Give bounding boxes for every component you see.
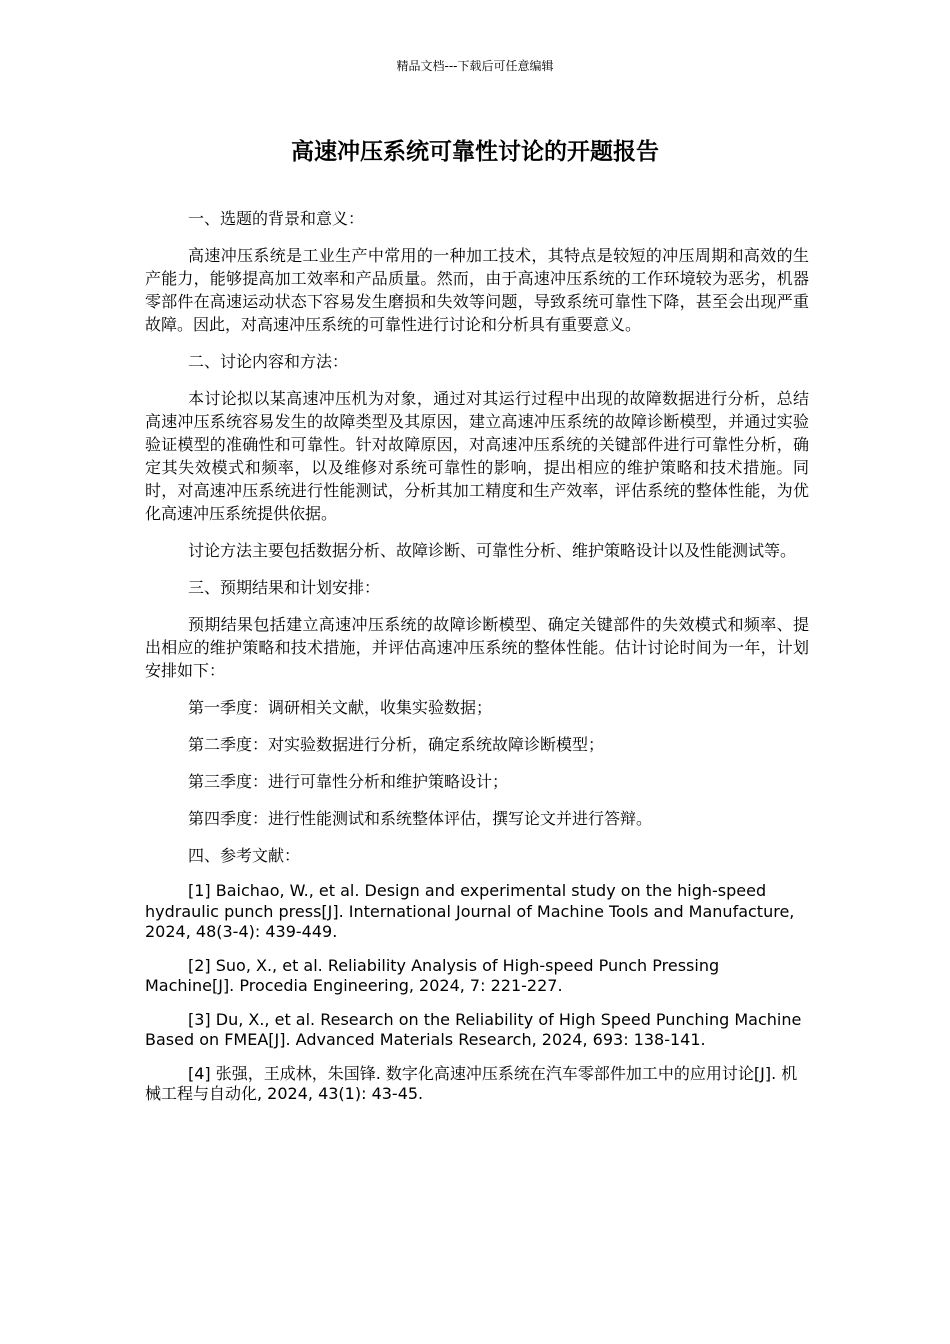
document-body bbox=[145, 207, 809, 1118]
plan-item-q4: 第四季度：进行性能测试和系统整体评估，撰写论文并进行答辩。 bbox=[188, 809, 653, 828]
section-3-heading: 三、预期结果和计划安排： bbox=[188, 578, 381, 597]
reference-4: [4] 张强，王成林，朱国锋. 数字化高速冲压系统在汽车零部件加工中的应用讨论[J]. 机械工程与自动化, 2024, 43(1): 43-45. bbox=[145, 1063, 798, 1103]
section-1-heading: 一、选题的背景和意义： bbox=[188, 209, 365, 228]
section-2-heading: 二、讨论内容和方法： bbox=[188, 352, 349, 371]
reference-1: [1] Baichao, W., et al. Design and experimental study on the high-speed hydraulic punch press[J]. International Journal of Machine Tools and Manufacture, 2024, 48(3-4): 439-449. bbox=[145, 881, 795, 941]
plan-item-q2: 第二季度：对实验数据进行分析，确定系统故障诊断模型； bbox=[188, 735, 605, 754]
reference-3: [3] Du, X., et al. Research on the Reliability of High Speed Punching Machine Based on FMEA[J]. Advanced Materials Research, 2024, 693: 138-141. bbox=[145, 1009, 802, 1049]
plan-item-q3: 第三季度：进行可靠性分析和维护策略设计； bbox=[188, 772, 509, 791]
section-4-heading: 四、参考文献： bbox=[188, 846, 301, 865]
reference-2: [2] Suo, X., et al. Reliability Analysis of High-speed Punch Pressing Machine[J]. Procedia Engineering, 2024, 7: 221-227. bbox=[145, 955, 720, 995]
section-3-paragraph: 预期结果包括建立高速冲压系统的故障诊断模型、确定关键部件的失效模式和频率、提出相应的维护策略和技术措施，并评估高速冲压系统的整体性能。估计讨论时间为一年，计划安排如下： bbox=[145, 615, 809, 680]
section-2-paragraph-2: 讨论方法主要包括数据分析、故障诊断、可靠性分析、维护策略设计以及性能测试等。 bbox=[188, 541, 797, 560]
plan-item-q1: 第一季度：调研相关文献，收集实验数据； bbox=[188, 698, 493, 717]
page-header-note: 精品文档---下载后可任意编辑 bbox=[396, 59, 554, 73]
document-title: 高速冲压系统可靠性讨论的开题报告 bbox=[291, 139, 659, 165]
section-1-paragraph: 高速冲压系统是工业生产中常用的一种加工技术，其特点是较短的冲压周期和高效的生产能力，能够提高加工效率和产品质量。然而，由于高速冲压系统的工作环境较为恶劣，机器零部件在高速运动状态下容易发生磨损和失效等问题，导致系统可靠性下降，甚至会出现严重故障。因此，对高速冲压系统的可靠性进行讨论和分析具有重要意义。 bbox=[145, 246, 809, 334]
section-2-paragraph-1: 本讨论拟以某高速冲压机为对象，通过对其运行过程中出现的故障数据进行分析，总结高速冲压系统容易发生的故障类型及其原因，建立高速冲压系统的故障诊断模型，并通过实验验证模型的准确性和可靠性。针对故障原因，对高速冲压系统的关键部件进行可靠性分析，确定其失效模式和频率，以及维修对系统可靠性的影响，提出相应的维护策略和技术措施。同时，对高速冲压系统进行性能测试，分析其加工精度和生产效率，评估系统的整体性能，为优化高速冲压系统提供依据。 bbox=[145, 389, 809, 523]
